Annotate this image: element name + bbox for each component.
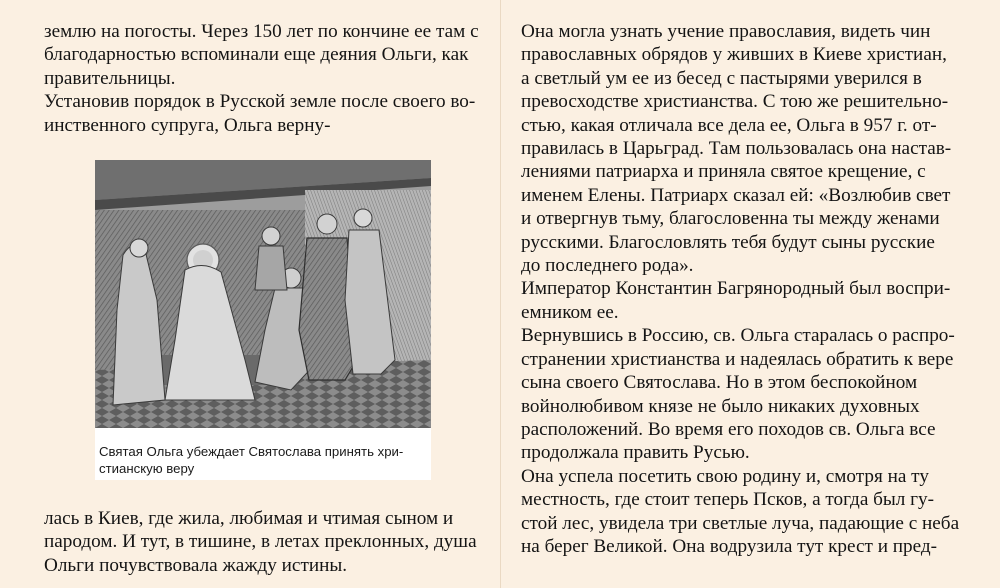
text-line: Она могла узнать учение православия, видеть чин [521,21,931,42]
text-line: расположений. Во время его походов св. Ольга все [521,418,936,440]
text-line: лениями патриарха и приняла святое крещение, с [521,161,926,183]
text-line: правилась в Царьград. Там пользовалась она настав- [521,138,952,160]
text-line: пародом. И тут, в тишине, в летах преклонных, душа [44,531,477,553]
text-line: сына своего Святослава. Но в этом беспокойном [521,372,918,394]
text-line: Установив порядок в Русской земле после своего во- [44,91,476,113]
right-column [521,20,971,558]
text-line: а светлый ум ее из бесед с пастырями уверился в [521,67,922,89]
text-line: правительницы. [44,67,176,89]
text-line: Она успела посетить свою родину и, смотря на ту [521,465,929,487]
text-line: странении христианства и надеялась обратить к вере [521,348,954,370]
text-line: продолжала править Русью. [521,442,750,464]
text-line: и отвергнув тьму, благословенна ты между женами [521,208,940,230]
text-line: местность, где стоит теперь Псков, а тогда был гу- [521,489,935,511]
text-line: Вернувшись в Россию, св. Ольга старалась о распро- [521,325,955,347]
left-column-bottom [44,507,477,577]
text-line: именем Елены. Патриарх сказал ей: «Возлюбив свет [521,184,951,206]
illustration-figure [95,160,431,480]
text-line: на берег Великой. Она водрузила тут крест и пред- [521,535,938,557]
text-line: до последнего рода». [521,255,694,277]
text-line: стью, какая отличала все дела ее, Ольга в 957 г. от- [521,114,937,136]
text-line: емником ее. [521,301,619,323]
text-line: русскими. Благословлять тебя будут сыны русские [521,231,935,253]
text-line: землю на погосты. Через 150 лет по кончине ее там с [44,21,479,42]
left-column-top [44,20,489,137]
text-line: стой лес, увидела три светлые луча, падающие с неба [521,512,960,534]
caption-line: Святая Ольга убеждает Святослава принять хри- [99,444,404,459]
text-line: инственного супруга, Ольга верну- [44,114,331,136]
figure-caption [99,444,429,477]
text-line: лась в Киев, где жила, любимая и чтимая сыном и [44,508,454,529]
text-line: Император Константин Багрянородный был воспри- [521,278,951,300]
text-line: православных обрядов у живших в Киеве христиан, [521,44,947,66]
caption-line: стианскую веру [99,460,195,476]
text-line: превосходстве христианства. С тою же решительно- [521,91,949,113]
engraving-illustration [95,160,431,444]
text-line: войнолюбивом князе не было никаких духовных [521,395,920,417]
text-line: Ольги почувствовала жажду истины. [44,554,348,576]
column-divider [500,0,501,588]
text-line: благодарностью вспоминали еще деяния Ольги, как [44,44,469,66]
